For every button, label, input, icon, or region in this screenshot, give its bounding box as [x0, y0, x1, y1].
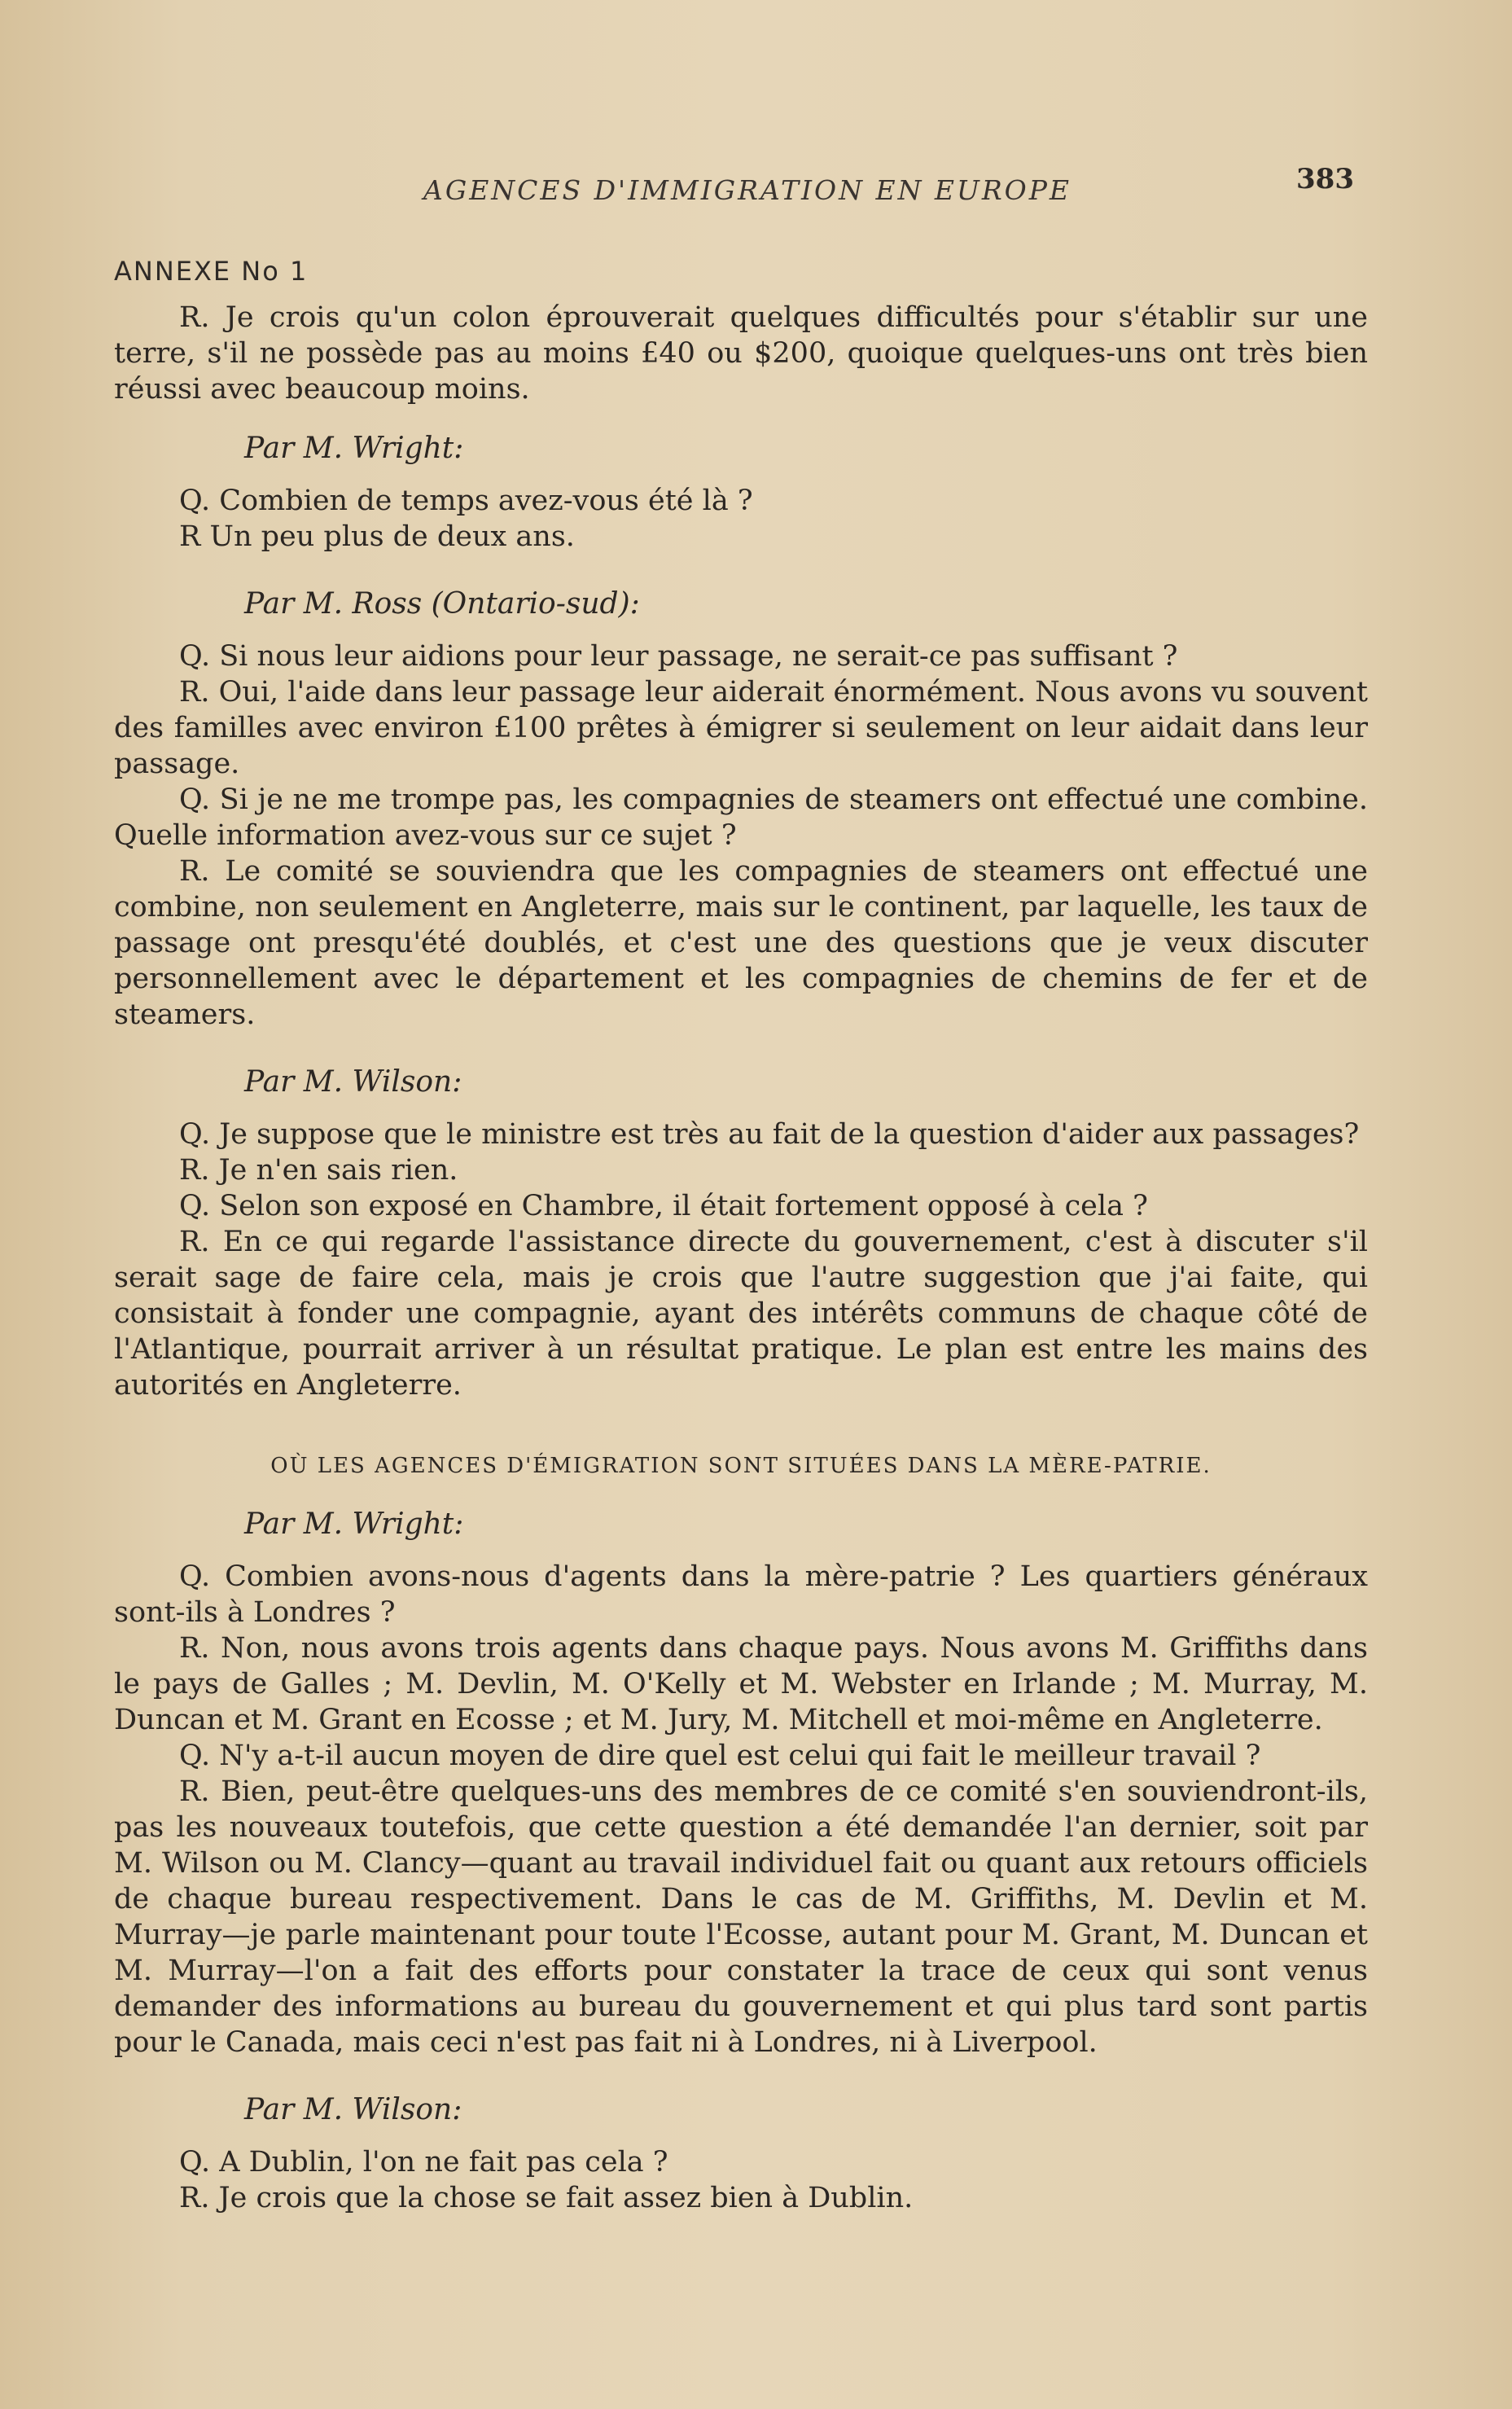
- page-body: [114, 300, 1368, 2216]
- question: Q. Selon son exposé en Chambre, il était fortement opposé à cela ?: [179, 1190, 1148, 1222]
- speaker-heading: Par M. Wilson:: [244, 1065, 462, 1099]
- question: Q. A Dublin, l'on ne fait pas cela ?: [179, 2146, 668, 2179]
- question: Q. Si nous leur aidions pour leur passage, ne serait-ce pas suffisant ?: [179, 640, 1178, 673]
- question: Q. Combien avons-nous d'agents dans la mère-patrie ? Les quartiers généraux sont-ils à Londres ?: [114, 1560, 1368, 1629]
- speaker-heading: Par M. Wilson:: [244, 2093, 462, 2126]
- question: Q. N'y a-t-il aucun moyen de dire quel est celui qui fait le meilleur travail ?: [179, 1740, 1261, 1772]
- answer: R. Je crois que la chose se fait assez bien à Dublin.: [179, 2182, 914, 2214]
- answer: R. Oui, l'aide dans leur passage leur aiderait énormément. Nous avons vu souvent des familles avec environ £100 prêtes à émigrer si seulement on leur aidait dans leur passage.: [114, 676, 1368, 780]
- section-heading: OÙ LES AGENCES D'ÉMIGRATION SONT SITUÉES DANS LA MÈRE-PATRIE.: [270, 1454, 1212, 1478]
- speaker-heading: Par M. Wright:: [244, 1507, 464, 1541]
- question: Q. Je suppose que le ministre est très au fait de la question d'aider aux passages?: [179, 1118, 1360, 1151]
- answer: R. Je n'en sais rien.: [179, 1154, 458, 1187]
- page-number: 383: [1296, 163, 1354, 195]
- answer: R. En ce qui regarde l'assistance directe du gouvernement, c'est à discuter s'il serait sage de faire cela, mais je crois que l'autre suggestion que j'ai faite, qui consistait à fonder une compagnie, ayant des intérêts communs de chaque côté de l'Atlantique, pourrait arriver à un résultat pratique. Le plan est entre les mains des autorités en Angleterre.: [114, 1226, 1368, 1402]
- answer-paragraph: R. Je crois qu'un colon éprouverait quelques difficultés pour s'établir sur une terre, s'il ne possède pas au moins £40 ou $200, quoique quelques-uns ont très bien réussi avec beaucoup moins.: [114, 301, 1368, 406]
- running-title: AGENCES D'IMMIGRATION EN EUROPE: [423, 174, 1072, 206]
- answer: R. Non, nous avons trois agents dans chaque pays. Nous avons M. Griffiths dans le pays de Galles ; M. Devlin, M. O'Kelly et M. Webster en Irlande ; M. Murray, M. Duncan et M. Grant en Ecosse ; et M. Jury, M. Mitchell et moi-même en Angleterre.: [114, 1632, 1368, 1736]
- speaker-heading: Par M. Wright:: [244, 432, 464, 465]
- speaker-heading: Par M. Ross (Ontario-sud):: [244, 587, 640, 621]
- annex-label: ANNEXE No 1: [114, 256, 309, 287]
- answer: R. Le comité se souviendra que les compagnies de steamers ont effectué une combine, non seulement en Angleterre, mais sur le continent, par laquelle, les taux de passage ont presqu'été doublés, et c'est une des questions que je veux discuter personnellement avec le département et les compagnies de chemins de fer et de steamers.: [114, 855, 1368, 1031]
- answer: R. Bien, peut-être quelques-uns des membres de ce comité s'en souviendront-ils, pas les nouveaux toutefois, que cette question a été demandée l'an dernier, soit par M. Wilson ou M. Clancy—quant au travail individuel fait ou quant aux retours officiels de chaque bureau respectivement. Dans le cas de M. Griffiths, M. Devlin et M. Murray—je parle maintenant pour toute l'Ecosse, autant pour M. Grant, M. Duncan et M. Murray—l'on a fait des efforts pour constater la trace de ceux qui sont venus demander des informations au bureau du gouvernement et qui plus tard sont partis pour le Canada, mais ceci n'est pas fait ni à Londres, ni à Liverpool.: [114, 1775, 1368, 2059]
- answer: R Un peu plus de deux ans.: [179, 520, 575, 553]
- question: Q. Si je ne me trompe pas, les compagnies de steamers ont effectué une combine. Quelle information avez-vous sur ce sujet ?: [114, 783, 1368, 852]
- question: Q. Combien de temps avez-vous été là ?: [179, 485, 753, 517]
